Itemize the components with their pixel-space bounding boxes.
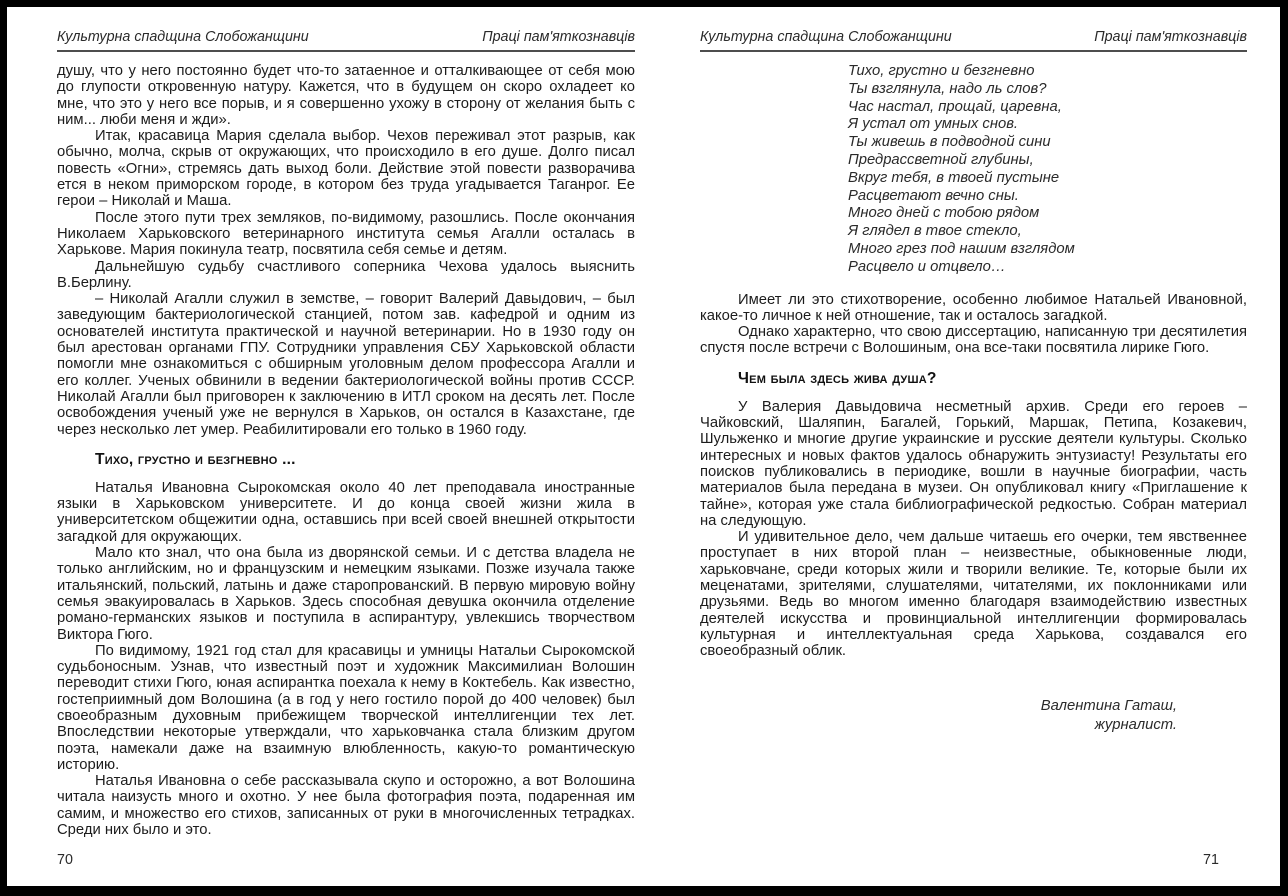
running-head-left-page bbox=[57, 29, 635, 52]
poem-line: Много грез под нашим взглядом bbox=[848, 240, 1075, 257]
paragraph: Дальнейшую судьбу счастливого соперника Чехова удалось выяснить В.Берлину. bbox=[57, 258, 635, 291]
left-page-body bbox=[57, 63, 635, 838]
poem-line: Ты живешь в подводной сини bbox=[848, 134, 1051, 151]
running-head-series-title: Культурна спадщина Слобожанщини bbox=[700, 29, 952, 45]
paragraph: Мало кто знал, что она была из дворянской семьи. И с детства владела не только английским, но и французским и немецким языками. Позже изучала также итальянский, польский, латынь и даже старопрованский. В первую мировую войну семья эвакуировалась в Харьков. Здесь способная девушка окончила отделение романо-германских языков и поступила в аспирантуру, увлекшись творчеством Виктора Гюго. bbox=[57, 545, 635, 643]
paragraph: И удивительное дело, чем дальше читаешь его очерки, тем явственнее проступает в них второй план – неизвестные, обыкновенные люди, харьковчане, среди которых жили и творили великие. Те, которые были их меценатами, зрителями, слушателями, читателями, их поклонниками или друзьями. Ведь во многом именно благодаря взаимодействию известных деятелей искусства и провинциальной интеллигенции формировалась культурная и интеллектуальная среда Харькова, создавался его своеобразный облик. bbox=[700, 529, 1247, 660]
paragraph: – Николай Агалли служил в земстве, – говорит Валерий Давыдович, – был заведующим бактериологической станцией, потом зав. кафедрой и одним из основателей института практической и научной ветеринарии. Но в 1930 году он был арестован органами ГПУ. Сотрудники управления СБУ Харьковской области помогли мне ознакомиться с обширным уголовным делом профессора Агалли и его коллег. Ученых обвинили в ведении бактериологической войны против СССР. Николай Агалли был приговорен к заключению в ИТЛ сроком на десять лет. После освобождения ученый уже не вернулся в Харьков, он остался в Казахстане, где через несколько лет умер. Реабилитировали его только в 1960 году. bbox=[57, 291, 635, 438]
running-head-right-page bbox=[700, 29, 1247, 52]
paragraph: По видимому, 1921 год стал для красавицы и умницы Натальи Сырокомской судьбоносным. Узнав, что известный поэт и художник Максимилиан Волошин переводит стихи Гюго, юная аспирантка поехала к нему в Коктебель. Как известно, гостеприимный дом Волошина (а в год у него гостило порой до 400 человек) был своеобразным духовным прибежищем творческой интеллигенции тех лет. Впоследствии некоторые утверждали, что харьковчанка стала близким другом поэта, намекали даже на взаимную влюбленность, какую-то романтическую историю. bbox=[57, 642, 635, 773]
section-heading-tikho: Тихо, грустно и безгневно ... bbox=[95, 450, 296, 468]
running-head-section-title: Праці пам'яткознавців bbox=[482, 29, 635, 45]
poem-line: Расцветают вечно сны. bbox=[848, 187, 1019, 204]
running-head-series-title: Культурна спадщина Слобожанщини bbox=[57, 29, 309, 45]
poem-line: Предрассветной глубины, bbox=[848, 151, 1034, 168]
right-page bbox=[700, 29, 1247, 735]
poem-voloshin bbox=[848, 63, 1247, 277]
poem-line: Я устал от умных снов. bbox=[848, 116, 1019, 133]
section-heading-chem-byla: Чем была здесь жива душа? bbox=[738, 369, 937, 387]
running-head-section-title: Праці пам'яткознавців bbox=[1094, 29, 1247, 45]
paragraph: У Валерия Давыдовича несметный архив. Среди его героев – Чайковский, Шаляпин, Багалей, Горький, Маршак, Петипа, Козакевич, Шульженко и многие другие украинские и русские деятели культуры. Сколько интересных и новых фактов удалось обнаружить энтузиасту! Результаты его поисков публиковались в периодике, вошли в научные биографии, часть материалов была передана в музеи. Он опубликовал книгу «Приглашение к тайне», которая уже стала библиографической редкостью. Собран материал на следующую. bbox=[700, 398, 1247, 529]
paragraph: Имеет ли это стихотворение, особенно любимое Натальей Ивановной, какое-то личное к ней отношение, так и осталось загадкой. bbox=[700, 291, 1247, 324]
poem-line: Ты взглянула, надо ль слов? bbox=[848, 80, 1047, 97]
page-number-right: 71 bbox=[1203, 852, 1219, 868]
signature-name: Валентина Гаташ, bbox=[1040, 697, 1177, 714]
poem-line: Я глядел в твое стекло, bbox=[848, 223, 1022, 240]
paragraph: После этого пути трех земляков, по-видимому, разошлись. После окончания Николаем Харьковского ветеринарного института семья Агалли осталась в Харькове. Мария покинула театр, посвятила себя семье и детям. bbox=[57, 209, 635, 259]
poem-line: Вкруг тебя, в твоей пустыне bbox=[848, 169, 1060, 186]
right-page-body bbox=[700, 292, 1247, 660]
signature-title: журналист. bbox=[1094, 716, 1177, 733]
left-page bbox=[57, 29, 635, 838]
paragraph: Итак, красавица Мария сделала выбор. Чехов переживал этот разрыв, как обычно, молча, скрыв от окружающих, что происходило в его душе. Долго писал повесть «Огни», стремясь дать выход боли. Действие этой повести разворачива ется в неком приморском городе, в котором без труда угадывается Таганрог. Ее герои – Николай и Маша. bbox=[57, 128, 635, 210]
paragraph: Наталья Ивановна о себе рассказывала скупо и осторожно, а вот Волошина читала наизусть много и охотно. У нее была фотография поэта, подаренная им самим, и множество его стихов, записанных от руки в многочисленных тетрадках. Среди них было и это. bbox=[57, 773, 635, 839]
paragraph: Однако характерно, что свою диссертацию, написанную три десятилетия спустя после встречи с Волошиным, она все-таки посвятила лирике Гюго. bbox=[700, 324, 1247, 357]
paragraph: Наталья Ивановна Сырокомская около 40 лет преподавала иностранные языки в Харьковском университете. И до конца своей жизни жила в университетском общежитии одна, оставшись при всей своей внешней открытости загадкой для окружающих. bbox=[57, 479, 635, 545]
author-signature bbox=[700, 697, 1247, 735]
paragraph: душу, что у него постоянно будет что-то затаенное и отталкивающее от себя мою до глупости откровенную натуру. Кажется, что в будущем он скоро охладеет ко мне, что это у него все порыв, и я совершенно ухожу в сторону от желания быть с ним... люби меня и жди». bbox=[57, 63, 635, 128]
poem-line: Тихо, грустно и безгневно bbox=[848, 63, 1035, 79]
poem-line: Расцвело и отцвело… bbox=[848, 258, 1006, 275]
book-spread bbox=[7, 7, 1280, 886]
poem-line: Много дней с тобою рядом bbox=[848, 205, 1040, 222]
page-number-left: 70 bbox=[57, 852, 73, 868]
poem-line: Час настал, прощай, царевна, bbox=[848, 98, 1062, 115]
